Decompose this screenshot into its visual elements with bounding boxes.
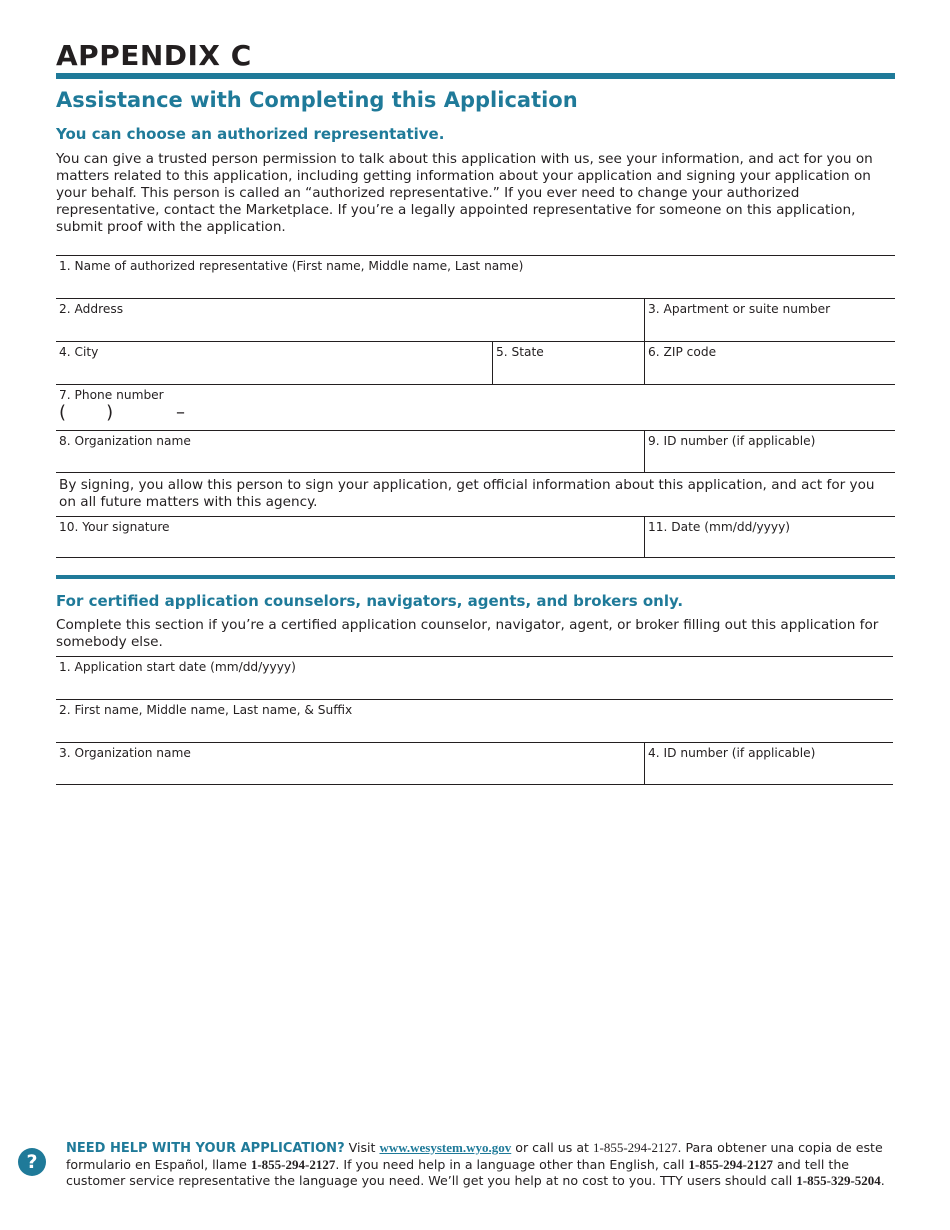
- counselor-organization-field[interactable]: [56, 743, 644, 784]
- counselor-name-label: 2. First name, Middle name, Last name, & Suffix: [59, 703, 353, 717]
- rep-organization-field[interactable]: [56, 431, 644, 472]
- rep-zip-label: 6. ZIP code: [648, 345, 717, 359]
- rep-city-field[interactable]: [56, 342, 492, 384]
- help-phone-tty: 1-855-329-5204: [796, 1173, 881, 1188]
- counselor-organization-row: [56, 742, 893, 785]
- rep-state-label: 5. State: [496, 345, 544, 359]
- counselor-subhead: For certified application counselors, navigators, agents, and brokers only.: [56, 592, 684, 610]
- rep-signature-row: [56, 516, 895, 558]
- counselor-id-number-field[interactable]: [644, 743, 893, 784]
- help-language-text: . If you need help in a language other than English, call: [335, 1157, 689, 1172]
- rep-name-field[interactable]: [56, 256, 895, 298]
- rep-phone-field[interactable]: [56, 385, 895, 430]
- header-rule: [56, 73, 895, 79]
- help-visit: Visit: [344, 1140, 380, 1155]
- counselor-name-field[interactable]: [56, 700, 893, 742]
- rep-organization-label: 8. Organization name: [59, 434, 191, 448]
- counselor-start-date-field[interactable]: [56, 657, 893, 699]
- rep-name-row: [56, 255, 895, 298]
- rep-address-label: 2. Address: [59, 302, 124, 316]
- question-icon: ?: [18, 1148, 46, 1176]
- help-lead: NEED HELP WITH YOUR APPLICATION?: [66, 1141, 345, 1156]
- help-end: .: [880, 1173, 885, 1188]
- help-text: [66, 1140, 886, 1189]
- help-phone-language: 1-855-294-2127: [688, 1157, 773, 1172]
- counselor-start-date-row: [56, 656, 893, 699]
- rep-id-number-label: 9. ID number (if applicable): [648, 434, 816, 448]
- rep-name-label: 1. Name of authorized representative (First name, Middle name, Last name): [59, 259, 524, 273]
- authorized-rep-intro: You can give a trusted person permission to talk about this application with us, see your information, and act for you on matters related to this application, including getting information about your application and signing your application on your behalf. This person is called an “authorized representative.” If you ever need to change your authorized representative, contact the Marketplace. If you’re a legally appointed representative for someone on this application, submit proof with the application.: [56, 151, 873, 235]
- signing-notice: By signing, you allow this person to sign your application, get official information about this application, and act for you on all future matters with this agency.: [56, 472, 895, 516]
- counselor-form: [56, 656, 893, 785]
- rep-address-row: [56, 298, 895, 341]
- rep-address-field[interactable]: [56, 299, 644, 341]
- help-language-text-2: and tell the customer service representative the language you need. We’ll get you help at no cost to you. TTY users should call: [66, 1157, 850, 1188]
- rep-city-label: 4. City: [59, 345, 99, 359]
- help-url-link[interactable]: www.wesystem.wyo.gov: [379, 1140, 512, 1155]
- rep-date-label: 11. Date (mm/dd/yyyy): [648, 520, 791, 534]
- authorized-rep-subhead: You can choose an authorized representative.: [56, 125, 445, 143]
- rep-zip-field[interactable]: [644, 342, 895, 384]
- rep-city-row: [56, 341, 895, 384]
- rep-phone-label: 7. Phone number: [59, 388, 164, 402]
- counselor-id-number-label: 4. ID number (if applicable): [648, 746, 816, 760]
- rep-organization-row: [56, 430, 895, 472]
- help-phone-spanish: 1-855-294-2127: [250, 1157, 336, 1172]
- section-divider: [56, 575, 895, 579]
- phone-format-marks: ( ) –: [59, 402, 186, 423]
- help-call-us: or call us at: [511, 1140, 593, 1155]
- rep-id-number-field[interactable]: [644, 431, 895, 472]
- counselor-intro: Complete this section if you’re a certified application counselor, navigator, agent, or broker filling out this application for somebody else.: [56, 617, 879, 650]
- appendix-title: APPENDIX C: [56, 39, 252, 72]
- authorized-rep-form: [56, 255, 895, 558]
- section-title: Assistance with Completing this Application: [56, 88, 578, 112]
- rep-signature-label: 10. Your signature: [59, 520, 170, 534]
- counselor-organization-label: 3. Organization name: [59, 746, 191, 760]
- counselor-name-row: [56, 699, 893, 742]
- help-spanish-text: . Para obtener una copia de este formulario en Español, llame: [66, 1140, 883, 1172]
- rep-date-field[interactable]: [644, 517, 895, 557]
- help-phone-main: 1-855-294-2127: [593, 1140, 678, 1155]
- rep-state-field[interactable]: [492, 342, 644, 384]
- rep-phone-row: [56, 384, 895, 430]
- rep-apartment-field[interactable]: [644, 299, 895, 341]
- rep-apartment-label: 3. Apartment or suite number: [648, 302, 831, 316]
- rep-signature-field[interactable]: [56, 517, 644, 557]
- counselor-start-date-label: 1. Application start date (mm/dd/yyyy): [59, 660, 296, 674]
- help-footer: [0, 1140, 950, 1200]
